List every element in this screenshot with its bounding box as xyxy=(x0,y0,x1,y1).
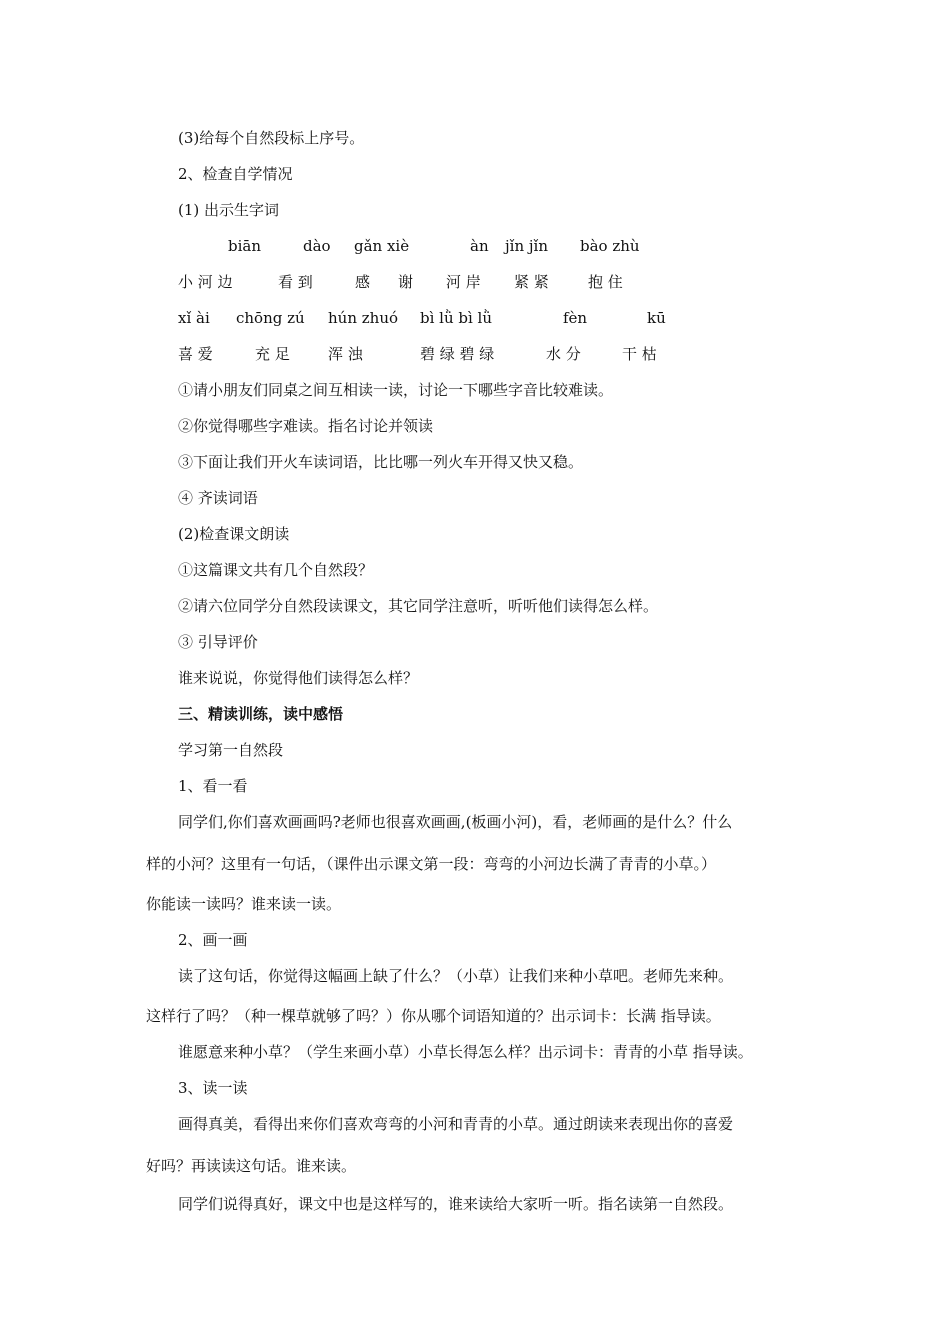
pinyin: bì lǜ bì lǜ xyxy=(420,309,493,327)
word: 充 足 xyxy=(255,345,290,363)
pinyin: gǎn xiè xyxy=(354,237,410,255)
word: 谢 xyxy=(398,273,414,291)
pinyin: biān xyxy=(228,237,262,255)
section-heading: 三、精读训练，读中感悟 xyxy=(178,705,344,723)
pinyin: kū xyxy=(647,309,666,327)
pinyin: fèn xyxy=(563,309,588,327)
word: 小 河 边 xyxy=(178,273,233,291)
paragraph-line: 读了这句话，你觉得这幅画上缺了什么？（小草）让我们来种小草吧。老师先来种。 xyxy=(178,967,734,985)
word: 看 到 xyxy=(278,273,313,291)
text-line: 谁来说说，你觉得他们读得怎么样？ xyxy=(178,669,419,687)
pinyin: chōng zú xyxy=(236,309,305,327)
paragraph-line: 画得真美，看得出来你们喜欢弯弯的小河和青青的小草。通过朗读来表现出你的喜爱 xyxy=(178,1115,734,1133)
text-line: ②你觉得哪些字难读。指名讨论并领读 xyxy=(178,417,434,435)
text-line: ①请小朋友们同桌之间互相读一读，讨论一下哪些字音比较难读。 xyxy=(178,381,614,399)
text-line: 2、检查自学情况 xyxy=(178,165,293,183)
pinyin: dào xyxy=(303,237,331,255)
text-line: ③下面让我们开火车读词语，比比哪一列火车开得又快又稳。 xyxy=(178,453,584,471)
text-line: 3、读一读 xyxy=(178,1079,248,1097)
paragraph-line: 谁愿意来种小草？（学生来画小草）小草长得怎么样？出示词卡：青青的小草 指导读。 xyxy=(178,1043,753,1061)
text-line: ①这篇课文共有几个自然段？ xyxy=(178,561,374,579)
text-line: ②请六位同学分自然段读课文，其它同学注意听，听听他们读得怎么样。 xyxy=(178,597,659,615)
word: 喜 爱 xyxy=(178,345,213,363)
text-line: 2、画一画 xyxy=(178,931,248,949)
paragraph-line: 同学们说得真好，课文中也是这样写的，谁来读给大家听一听。指名读第一自然段。 xyxy=(178,1195,734,1213)
paragraph-line: 你能读一读吗？谁来读一读。 xyxy=(146,895,342,913)
text-line: 1、看一看 xyxy=(178,777,248,795)
pinyin: jǐn jǐn xyxy=(505,237,548,255)
pinyin: bào zhù xyxy=(580,237,640,255)
text-line: 学习第一自然段 xyxy=(178,741,284,759)
word: 干 枯 xyxy=(622,345,657,363)
text-line: ③ 引导评价 xyxy=(178,633,258,651)
text-line: (1) 出示生字词 xyxy=(178,201,280,219)
paragraph-line: 样的小河？这里有一句话，（课件出示课文第一段：弯弯的小河边长满了青青的小草。） xyxy=(146,855,717,873)
word: 水 分 xyxy=(546,345,581,363)
text-line: (2)检查课文朗读 xyxy=(178,525,290,543)
word: 浑 浊 xyxy=(328,345,363,363)
word: 河 岸 xyxy=(446,273,481,291)
pinyin: hún zhuó xyxy=(328,309,399,327)
word: 紧 紧 xyxy=(514,273,549,291)
word: 感 xyxy=(355,273,371,291)
word: 抱 住 xyxy=(588,273,623,291)
paragraph-line: 同学们,你们喜欢画画吗?老师也很喜欢画画,(板画小河)，看，老师画的是什么？什么 xyxy=(178,813,733,831)
pinyin: xǐ ài xyxy=(178,309,210,327)
text-line: (3)给每个自然段标上序号。 xyxy=(178,129,365,147)
pinyin: àn xyxy=(470,237,489,255)
paragraph-line: 好吗？再读读这句话。谁来读。 xyxy=(146,1157,357,1175)
paragraph-line: 这样行了吗？（种一棵草就够了吗？）你从哪个词语知道的？出示词卡：长满 指导读。 xyxy=(146,1007,721,1025)
text-line: ④ 齐读词语 xyxy=(178,489,258,507)
word: 碧 绿 碧 绿 xyxy=(420,345,495,363)
